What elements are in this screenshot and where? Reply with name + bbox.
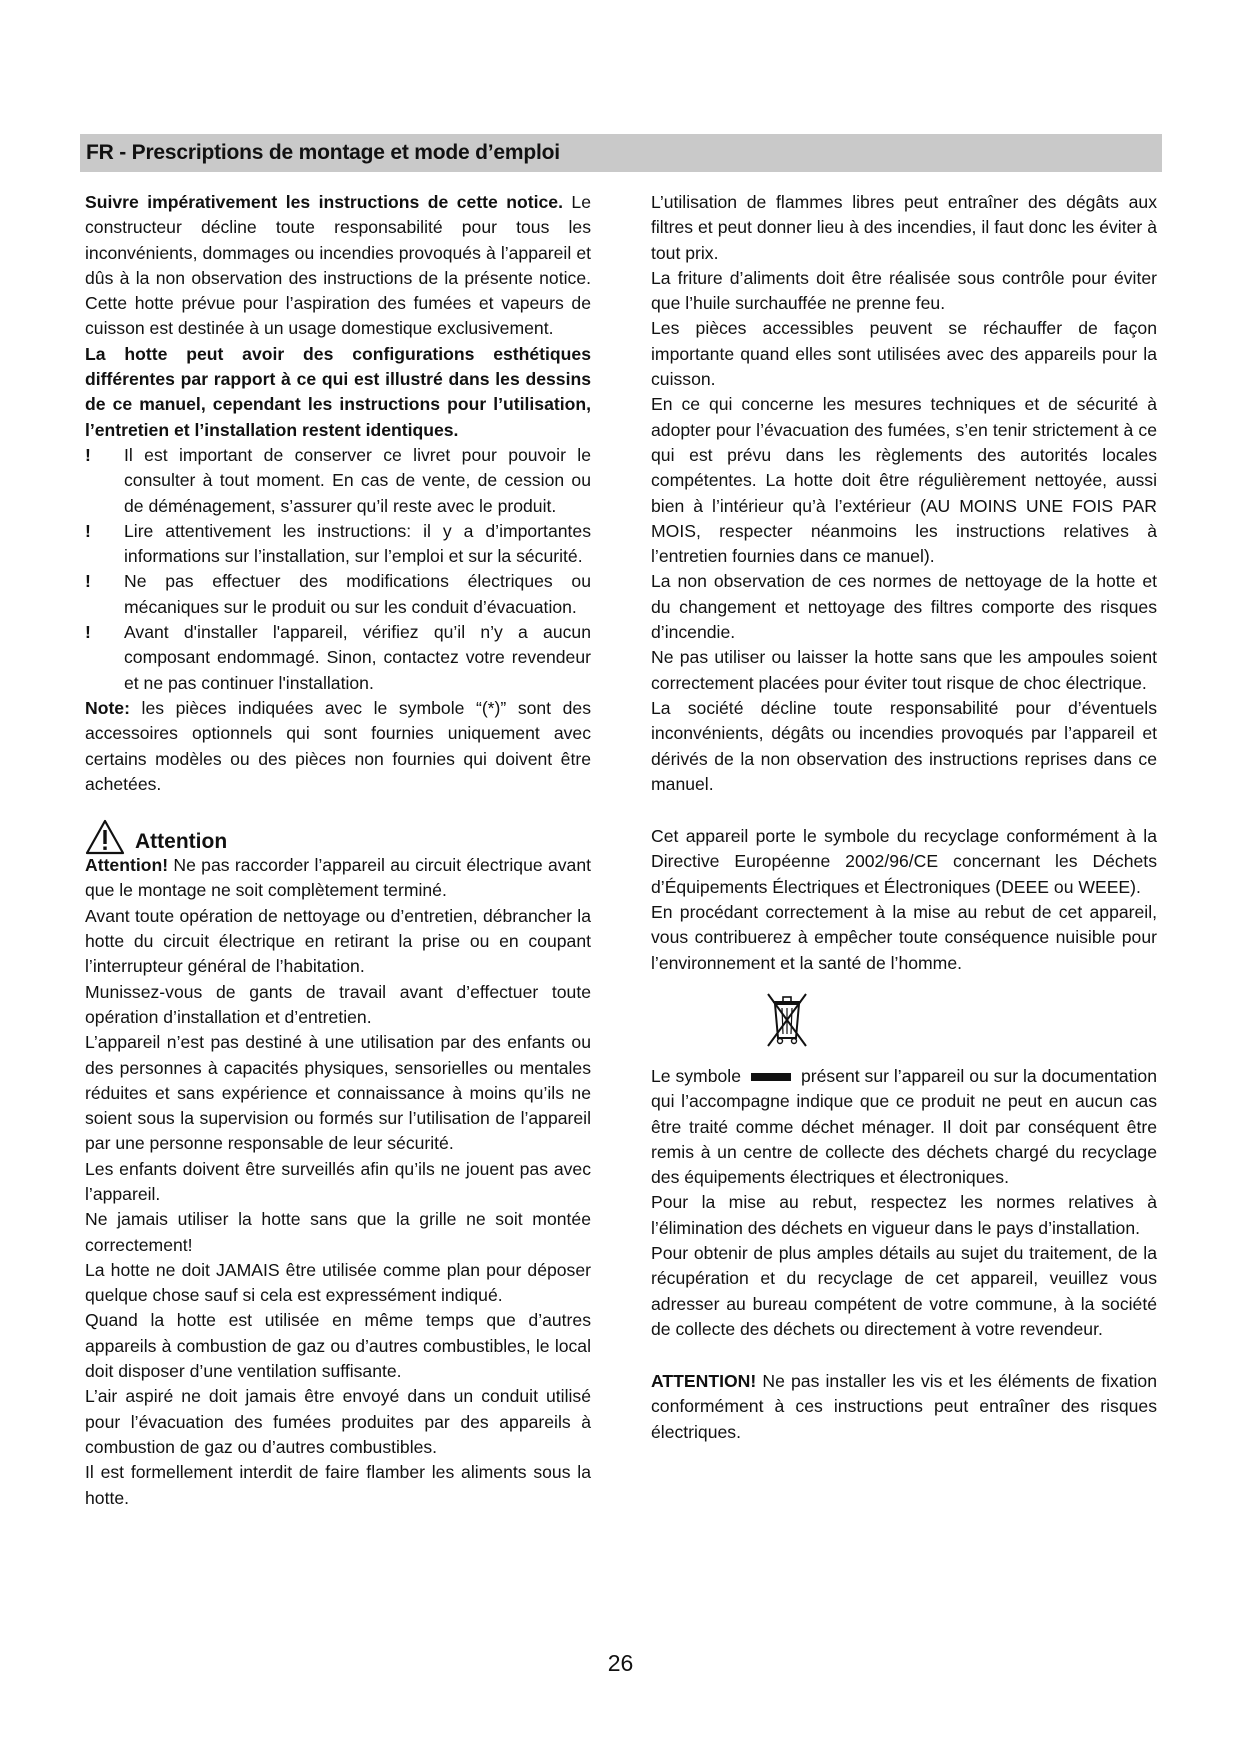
left-column — [85, 190, 591, 1511]
note-paragraph — [85, 696, 591, 797]
recycle-paragraph: Cet appareil porte le symbole du recyclage conformément à la Directive Européenne 2002/96/CE concernant les Déchets d’Équipements Électriques et Électroniques (DEEE ou WEEE). — [651, 826, 1157, 897]
safety-paragraph: La friture d’aliments doit être réalisée sous contrôle pour éviter que l’huile surchauffée ne prenne feu. — [651, 267, 1157, 314]
exclamation-icon: ! — [85, 622, 91, 643]
exclamation-icon: ! — [85, 520, 91, 541]
attention-paragraph: Quand la hotte est utilisée en même temps que d’autres appareils à combustion de gaz ou d’autres combustibles, le local doit disposer d’une ventilation suffisante. — [85, 1310, 591, 1382]
safety-paragraph: Ne pas utiliser ou laisser la hotte sans que les ampoules soient correctement placées pour éviter tout risque de choc électrique. — [651, 647, 1157, 693]
section-title: FR - Prescriptions de montage et mode d’emploi — [86, 141, 560, 164]
spacer — [651, 1342, 1157, 1369]
attention-paragraph: Ne jamais utiliser la hotte sans que la grille ne soit montée correctement! — [85, 1209, 591, 1255]
bullet-item: ! Il est important de conserver ce livret pour pouvoir le consulter à tout moment. En cas de vente, de cession ou de déménagement, s’assurer qu’il reste avec le produit. — [85, 444, 591, 516]
safety-paragraph: En ce qui concerne les mesures techniques et de sécurité à adopter pour l’évacuation des fumées, s’en tenir strictement à ce qui est prévu dans les règlements des autorités locales compétentes. La hotte doit être régulièrement nettoyée, aussi bien à l’intérieur qu’à l’extérieur (AU MOINS UNE FOIS PAR MOIS, respecter néanmoins les instructions relatives à l’entretien fournies dans ce manuel). — [651, 394, 1157, 567]
crossed-bin-icon — [765, 990, 809, 1048]
attention-paragraph: Il est formellement interdit de faire flamber les aliments sous la hotte. — [85, 1462, 591, 1508]
intro-text: Le constructeur décline toute responsabilité pour tous les inconvénients, dommages ou incendies provoqués à l’appareil et dûs à la non observation des instructions de la présente notice. Cette hotte prévue pour l’aspiration des fumées et vapeurs de cuisson est destinée à un usage domestique exclusivement. — [85, 192, 591, 339]
attention-paragraph: Avant toute opération de nettoyage ou d’entretien, débrancher la hotte du circuit électrique en retirant la prise ou en coupant l’interrupteur général de l’habitation. — [85, 905, 591, 977]
page-number: 26 — [607, 1650, 634, 1676]
safety-paragraph: Les pièces accessibles peuvent se réchauffer de façon importante quand elles sont utilisées avec des appareils pour la cuisson. — [651, 318, 1157, 390]
safety-paragraph: La société décline toute responsabilité pour d’éventuels inconvénients, dégâts ou incendies provoqués par l’appareil et dérivés de la non observation des instructions reprises dans ce manuel. — [651, 697, 1157, 794]
weee-symbol — [651, 990, 1157, 1064]
attention-heading-text: Attention — [135, 830, 228, 854]
attention-heading — [85, 819, 591, 853]
note-label: Note: — [85, 697, 130, 718]
intro-paragraph — [85, 190, 591, 342]
attention-paragraph: Les enfants doivent être surveillés afin qu’ils ne jouent pas avec l’appareil. — [85, 1158, 591, 1204]
attention-paragraph: Attention! Ne pas raccorder l’appareil au circuit électrique avant que le montage ne soit complètement terminé. — [85, 855, 591, 901]
exclamation-icon: ! — [85, 571, 91, 592]
attention-label: Attention! — [85, 855, 169, 876]
intro-bold: Suivre impérativement les instructions de cette notice. — [85, 192, 563, 212]
note-text: les pièces indiquées avec le symbole “(*)” sont des accessoires optionnels qui sont fournies uniquement avec certains modèles ou des pièces non fournies qui doivent être achetées. — [85, 697, 591, 794]
spacer — [651, 797, 1157, 824]
bullet-item: ! Lire attentivement les instructions: il y a d’importantes informations sur l’installation, sur l’emploi et sur la sécurité. — [85, 520, 591, 567]
bullet-item: ! Avant d'installer l'appareil, vérifiez qu’il n’y a aucun composant endommagé. Sinon, contactez votre revendeur et ne pas continuer l'installation. — [85, 622, 591, 693]
recycle-paragraph: En procédant correctement à la mise au rebut de cet appareil, vous contribuerez à empêcher toute conséquence nuisible pour l’environnement et la santé de l’homme. — [651, 902, 1157, 973]
attention-paragraph: La hotte ne doit JAMAIS être utilisée comme plan pour déposer quelque chose sauf si cela est expressément indiqué. — [85, 1259, 591, 1306]
warning-triangle-icon — [85, 819, 125, 855]
final-warning-label: ATTENTION! — [651, 1371, 757, 1392]
symbol-paragraph: Le symbole présent sur l’appareil ou sur la documentation qui l’accompagne indique que ce produit ne peut en aucun cas être traité comme déchet ménager. Il doit par conséquent être remis à un centre de collecte des déchets chargé du recyclage des équipements électriques et électroniques. — [651, 1065, 1157, 1188]
config-paragraph: La hotte peut avoir des configurations esthétiques différentes par rapport à ce qui est illustré dans les dessins de ce manuel, cependant les instructions pour l’utilisation, l’entretien et l’installation restent identiques. — [85, 343, 591, 440]
attention-paragraph: L’appareil n’est pas destiné à une utilisation par des enfants ou des personnes à capacités physiques, sensorielles ou mentales réduites et sans expérience et connaissance à moins qu’ils ne soient sous la supervision ou formés sur l’utilisation de l’appareil par une personne responsable de leur sécurité. — [85, 1032, 591, 1154]
right-column — [651, 190, 1157, 1445]
disposal-paragraph: Pour la mise au rebut, respectez les normes relatives à l’élimination des déchets en vigueur dans le pays d’installation. — [651, 1192, 1157, 1238]
attention-paragraph: L’air aspiré ne doit jamais être envoyé dans un conduit utilisé pour l’évacuation des fumées produites par des appareils à combustion de gaz ou d’autres combustibles. — [85, 1386, 591, 1457]
attention-paragraph: Munissez-vous de gants de travail avant d’effectuer toute opération d’installation et d’entretien. — [85, 981, 591, 1027]
safety-paragraph: L’utilisation de flammes libres peut entraîner des dégâts aux filtres et peut donner lieu à des incendies, il faut donc les éviter à tout prix. — [651, 192, 1157, 263]
section-header-bar — [80, 134, 1162, 172]
disposal-paragraph: Pour obtenir de plus amples détails au sujet du traitement, de la récupération et du recyclage de cet appareil, veuillez vous adresser au bureau compétent de votre commune, à la société de collecte des déchets ou directement à votre revendeur. — [651, 1242, 1157, 1339]
exclamation-icon: ! — [85, 444, 91, 465]
safety-paragraph: La non observation de ces normes de nettoyage de la hotte et du changement et nettoyage des filtres comporte des risques d’incendie. — [651, 571, 1157, 643]
bullet-item: ! Ne pas effectuer des modifications électriques ou mécaniques sur le produit ou sur les conduit d’évacuation. — [85, 571, 591, 617]
final-warning-paragraph: ATTENTION! Ne pas installer les vis et les éléments de fixation conformément à ces instructions peut entraîner des risques électriques. — [651, 1371, 1157, 1442]
weee-bar-icon — [751, 1073, 791, 1081]
